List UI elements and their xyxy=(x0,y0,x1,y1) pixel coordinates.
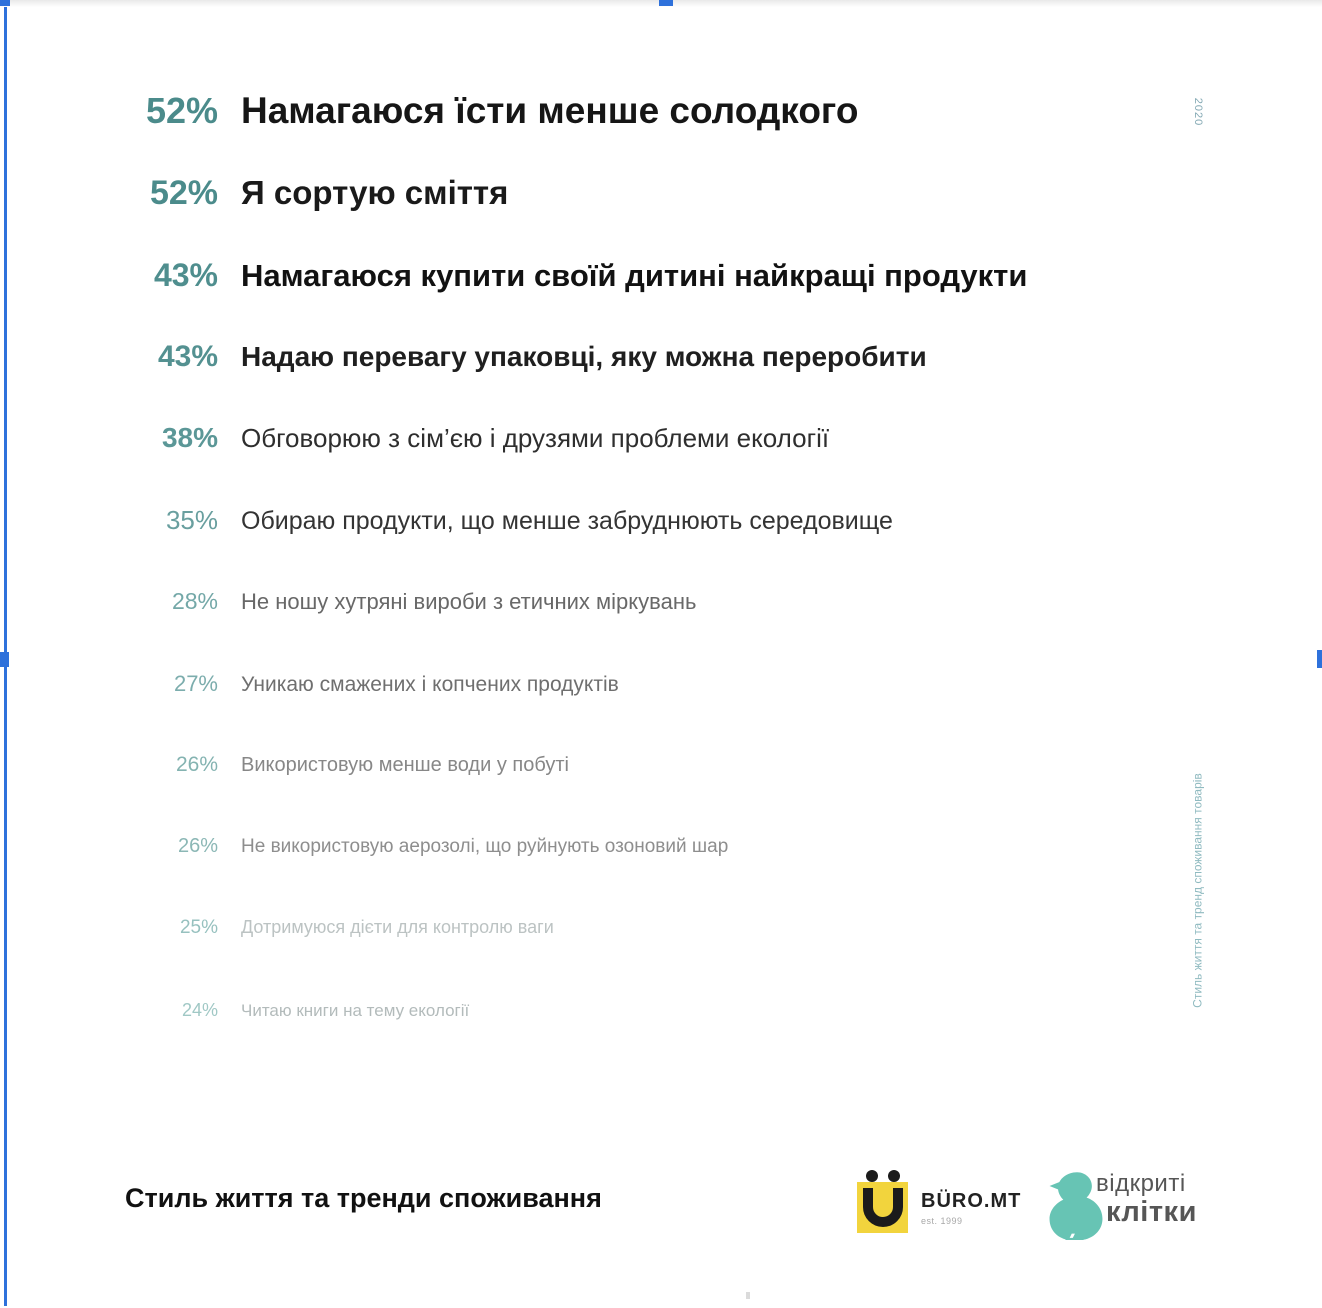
stat-row xyxy=(0,917,1322,939)
buro-u-icon xyxy=(855,1168,911,1241)
selection-handle-right-middle[interactable] xyxy=(1317,650,1322,668)
stat-label: Не ношу хутряні вироби з етичних міркувань xyxy=(241,589,697,614)
stat-row xyxy=(0,174,1322,213)
year-label: 2020 xyxy=(1192,97,1204,127)
stat-percent: 43% xyxy=(157,340,218,373)
stat-percent: 26% xyxy=(175,753,218,776)
stat-percent: 27% xyxy=(173,671,218,696)
stat-label: Дотримуюся дієти для контролю ваги xyxy=(241,917,554,937)
stat-label: Обираю продукти, що менше забруднюють середовище xyxy=(241,507,893,535)
stat-percent: 38% xyxy=(161,422,218,453)
selection-handle-top-center[interactable] xyxy=(659,0,673,6)
buro-name: BÜRO.MT xyxy=(921,1190,1022,1212)
stat-row xyxy=(0,671,1322,697)
stat-row xyxy=(0,340,1322,374)
stat-percent: 35% xyxy=(165,505,218,535)
stat-percent: 25% xyxy=(179,917,218,938)
artifact-mark xyxy=(746,1292,750,1299)
stat-row xyxy=(0,90,1322,132)
open-cages-logo xyxy=(1048,1168,1197,1245)
open-cages-text-block xyxy=(1096,1170,1197,1245)
stat-label: Читаю книги на тему екології xyxy=(241,1001,470,1020)
stat-label: Використовую менше води у побуті xyxy=(241,754,569,776)
stat-row xyxy=(0,835,1322,858)
stat-label: Намагаюся купити своїй дитині найкращі продукти xyxy=(241,258,1028,293)
stat-percent: 28% xyxy=(171,588,218,614)
page-title: Стиль життя та тренди споживання xyxy=(125,1183,602,1213)
stat-row xyxy=(0,505,1322,536)
selection-handle-top-left[interactable] xyxy=(0,0,10,6)
buro-text-block xyxy=(921,1190,1021,1226)
stat-percent: 24% xyxy=(181,1000,218,1020)
stat-label: Не використовую аерозолі, що руйнують озоновий шар xyxy=(241,836,729,857)
stat-row xyxy=(0,257,1322,294)
stat-label: Обговорюю з сім’єю і друзями проблеми екології xyxy=(241,423,830,453)
open-cages-line2: клітки xyxy=(1106,1196,1197,1228)
stat-label: Уникаю смажених і копчених продуктів xyxy=(241,673,619,696)
stat-label: Я сортую сміття xyxy=(241,174,509,211)
side-caption: Стиль життя та тренд споживання товарів xyxy=(1190,773,1205,1008)
stat-percent: 52% xyxy=(145,90,218,131)
stat-label: Надаю перевагу упаковці, яку можна переробити xyxy=(241,341,927,372)
stat-percent: 52% xyxy=(149,174,218,212)
stat-row xyxy=(0,753,1322,777)
stat-label: Намагаюся їсти менше солодкого xyxy=(241,90,859,131)
buro-est: est. 1999 xyxy=(921,1216,963,1226)
stat-percent: 43% xyxy=(153,257,218,293)
stat-percent: 26% xyxy=(177,835,218,857)
stat-row xyxy=(0,588,1322,615)
buro-mt-logo xyxy=(855,1168,1021,1241)
stat-row xyxy=(0,422,1322,454)
open-cages-line1: відкриті xyxy=(1096,1170,1186,1197)
stat-row xyxy=(0,1000,1322,1021)
